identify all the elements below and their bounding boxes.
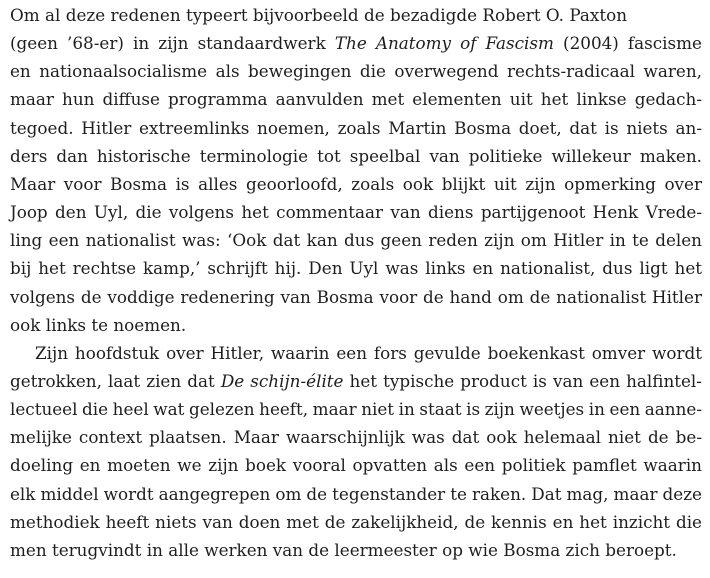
book-title: De schijn-élite xyxy=(220,370,344,391)
text-segment: en nationaalsocialisme als bewegingen die overwegend rechts-radicaal waren, xyxy=(10,61,702,82)
text-line xyxy=(10,57,702,85)
text-segment: men terugvindt in alle werken van de leermeester op wie Bosma zich beroept. xyxy=(10,539,677,560)
text-segment: (2004) fascisme xyxy=(553,33,702,54)
text-segment: ling een nationalist was: ‘Ook dat kan dus geen reden zijn om Hitler in te delen xyxy=(10,230,702,251)
text-segment: melijke context plaatsen. Maar waarschijnlijk was dat ook helemaal niet de be- xyxy=(10,427,702,448)
text-line xyxy=(10,85,702,113)
text-segment: ders dan historische terminologie tot speelbal van politieke willekeur maken. xyxy=(10,145,702,166)
text-line xyxy=(10,536,677,564)
text-segment: Om al deze redenen typeert bijvoorbeeld de bezadigde Robert O. Paxton xyxy=(10,5,627,25)
text-line xyxy=(10,114,702,142)
text-segment: Maar voor Bosma is alles geoorloofd, zoals ook blijkt uit zijn opmerking over xyxy=(10,173,702,194)
text-segment: ook links te noemen. xyxy=(10,314,187,335)
text-segment: bij het rechtse kamp,’ schrijft hij. Den Uyl was links en nationalist, dus ligt het xyxy=(10,258,702,279)
text-segment: tegoed. Hitler extreemlinks noemen, zoals Martin Bosma doet, dat is niets an- xyxy=(10,117,702,138)
text-line xyxy=(10,1,627,29)
text-line xyxy=(10,170,702,198)
text-line xyxy=(10,254,702,282)
text-line xyxy=(10,283,702,311)
text-segment: het typische product is van een halfintel- xyxy=(343,370,702,391)
text-line xyxy=(10,226,702,254)
text-segment: (geen ’68-er) in zijn standaardwerk xyxy=(10,33,335,54)
text-line xyxy=(10,480,702,508)
book-title: The Anatomy of Fascism xyxy=(334,33,554,54)
text-segment: Zijn hoofdstuk over Hitler, waarin een fors gevulde boekenkast omver wordt xyxy=(35,342,702,363)
text-line xyxy=(10,451,702,479)
text-line xyxy=(10,395,702,423)
text-line xyxy=(10,142,702,170)
text-segment: volgens de voddige redenering van Bosma voor de hand om de nationalist Hitler xyxy=(10,286,702,307)
text-line xyxy=(10,367,702,395)
text-line xyxy=(10,29,702,57)
text-segment: getrokken, laat zien dat xyxy=(10,370,221,391)
text-line xyxy=(10,311,186,339)
text-segment: methodiek heeft niets van doen met de zakelijkheid, de kennis en het inzicht die xyxy=(10,511,702,532)
text-segment: lectueel die heel wat gelezen heeft, maar niet in staat is zijn weetjes in een aanne- xyxy=(10,399,702,420)
text-line xyxy=(35,339,702,367)
text-line xyxy=(10,198,702,226)
text-segment: Joop den Uyl, die volgens het commentaar van diens partijgenoot Henk Vrede- xyxy=(10,202,702,223)
text-line xyxy=(10,423,702,451)
text-line xyxy=(10,508,702,536)
text-segment: doeling en moeten we zijn boek vooral opvatten als een politiek pamflet waarin xyxy=(10,455,702,476)
text-segment: elk middel wordt aangegrepen om de tegenstander te raken. Dat mag, maar deze xyxy=(10,483,702,504)
text-segment: maar hun diffuse programma aanvulden met elementen uit het linkse gedach- xyxy=(10,89,702,110)
